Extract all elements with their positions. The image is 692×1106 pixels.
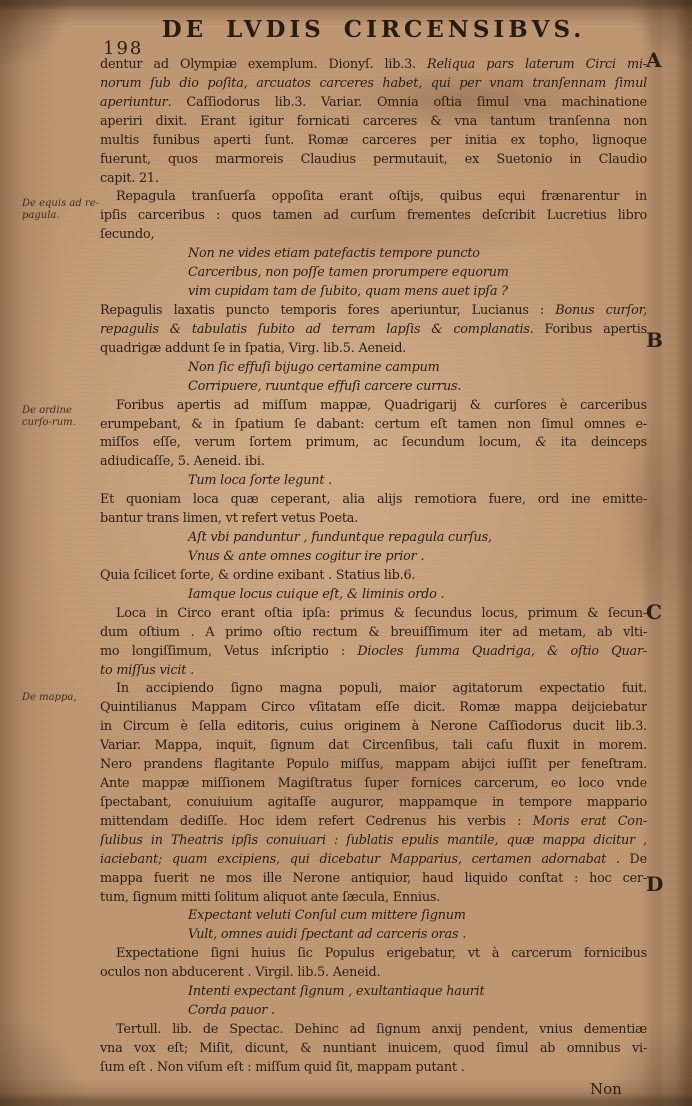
text-segment: multis funibus aperti ſunt. Romæ carceres per initia ex topho, lignoque <box>100 132 647 148</box>
text-line <box>100 151 647 170</box>
text-line <box>100 1021 647 1040</box>
text-segment: ita deinceps <box>546 435 647 451</box>
text-segment: ſum eſt . Non viſum eſt : miſſum quid ſit, mappam putant . <box>100 1059 465 1075</box>
text-segment: Quintilianus Mappam Circo vſitatam eſſe dicit. Romæ mappa deijciebatur <box>100 700 647 716</box>
page-number: 198 <box>103 38 144 59</box>
margin-note: De equis ad re-pagula. <box>22 198 100 221</box>
text-line <box>100 851 647 870</box>
section-letter: D <box>646 872 664 896</box>
text-line <box>100 397 647 416</box>
text-segment: Moris erat Con- <box>532 813 647 829</box>
text-segment: vim cupidam tam de ſubito, quam mens auet ipſa ? <box>188 284 508 300</box>
text-segment: vna vox eſt; Miſit, dicunt, & nuntiant inuicem, quod ſimul ab omnibus vi- <box>100 1040 647 1056</box>
text-segment: Tertull. lib. de Spectac. Dehinc ad ſignum anxij pendent, vnius dementiæ <box>116 1022 647 1038</box>
text-line <box>100 605 647 624</box>
text-segment: Non ne vides etiam patefactis tempore puncto <box>188 246 480 262</box>
text-segment: Intenti expectant ſignum , exultantiaque haurit <box>188 984 485 1000</box>
text-line <box>100 737 647 756</box>
text-segment: . De <box>606 851 647 867</box>
text-line <box>100 775 647 794</box>
text-line <box>100 1002 647 1021</box>
text-line <box>100 662 647 681</box>
text-line <box>100 75 647 94</box>
section-letter: C <box>646 600 662 624</box>
text-segment: Diocles ſumma Quadriga, & oſtio Quar- <box>357 643 647 659</box>
text-segment: miſſos eſſe, verum ſortem primum, ac ſecundum locum, <box>100 435 536 451</box>
text-segment: iaciebant; quam excipiens, qui dicebatur Mapparius, certamen adornabat <box>100 851 607 867</box>
text-line <box>100 264 647 283</box>
text-segment: in Circum è ſella editoris, cuius originem à Nerone Caſſiodorus ducit lib.3. <box>100 719 647 735</box>
text-line <box>100 453 647 472</box>
text-line <box>100 983 647 1002</box>
text-segment: mappa fuerit ne mos ille Nerone antiquior, haud liquido conſtat : hoc cer- <box>100 870 647 886</box>
text-segment: Expectatione ſigni huius ſic Populus erigebatur, vt à carcerum fornicibus <box>116 946 647 962</box>
text-segment: Aſt vbi panduntur , funduntque repagula curſus, <box>188 530 492 546</box>
text-line <box>100 718 647 737</box>
text-segment: capit. 21. <box>100 170 159 186</box>
text-segment: Expectant veluti Conſul cum mittere ſignum <box>188 908 466 924</box>
text-line <box>100 340 647 359</box>
text-segment: Iamque locus cuique eſt, & liminis ordo . <box>188 586 445 602</box>
text-line <box>100 870 647 889</box>
text-segment: Repagula tranſuerſa oppoſita erant oſtijs, quibus equi frænarentur in <box>116 189 647 205</box>
text-segment: quadrigæ addunt ſe in ſpatia, Virg. lib.5. Aeneid. <box>100 340 407 356</box>
text-line <box>100 756 647 775</box>
body-text <box>100 56 647 1078</box>
text-segment: fuerunt, quos marmoreis Claudius permutauit, ex Suetonio in Claudio <box>100 151 647 167</box>
text-line <box>100 226 647 245</box>
text-line <box>100 170 647 189</box>
text-segment: Corda pauor . <box>188 1003 275 1019</box>
text-line <box>100 813 647 832</box>
text-segment: Corripuere, ruuntque effuſi carcere currus. <box>188 378 462 394</box>
text-segment: & <box>535 435 547 451</box>
text-line <box>100 245 647 264</box>
text-line <box>100 434 647 453</box>
text-segment: In accipiendo ſigno magna populi, maior agitatorum expectatio fuit. <box>116 681 647 697</box>
text-line <box>100 529 647 548</box>
text-segment: erumpebant, & in ſpatium ſe dabant: certum eſt tamen non ſimul omnes e- <box>100 416 647 432</box>
text-segment: Carceribus, non poſſe tamen prorumpere equorum <box>188 265 509 281</box>
text-line <box>100 680 647 699</box>
text-segment: dum oſtium . A primo oſtio rectum & breuiſſimum iter ad metam, ab vlti- <box>100 624 647 640</box>
text-segment: . Foribus apertis <box>529 321 647 337</box>
text-segment: Bonus curſor, <box>555 302 647 318</box>
text-segment: Non ſic effuſi bijugo certamine campum <box>188 359 440 375</box>
text-line <box>100 188 647 207</box>
text-segment: to miſſus vicit . <box>100 662 194 678</box>
text-line <box>100 1059 647 1078</box>
text-segment: Nero prandens flagitante Populo miſſus, mappam abijci iuſſit per feneſtram. <box>100 757 647 773</box>
text-segment: Repagulis laxatis puncto temporis fores aperiuntur, Lucianus : <box>100 302 556 318</box>
text-segment: tum, ſignum mitti ſolitum aliquot ante ſæcula, Ennius. <box>100 889 441 905</box>
text-line <box>100 794 647 813</box>
text-segment: oculos non abducerent . Virgil. lib.5. Aeneid. <box>100 965 381 981</box>
text-segment: Ante mappæ miſſionem Magiſtratus ſuper fornices carcerum, eo loco vnde <box>100 776 647 792</box>
text-line <box>100 491 647 510</box>
text-line <box>100 56 647 75</box>
running-title: DE LVDIS CIRCENSIBVS. <box>161 16 586 43</box>
text-segment: Tum loca ſorte legunt . <box>188 473 333 489</box>
text-line <box>100 378 647 397</box>
text-line <box>100 643 647 662</box>
text-segment: norum ſub dio poſita, arcuatos carceres habet, qui per vnam tranſennam ſimul <box>100 75 647 91</box>
text-segment: repagulis & tabulatis ſubito ad terram lapſis & complanatis <box>100 321 530 337</box>
text-line <box>100 964 647 983</box>
text-segment: mittendam dediſſe. Hoc idem refert Cedrenus his verbis : <box>100 813 533 829</box>
text-line <box>100 416 647 435</box>
text-line <box>100 699 647 718</box>
text-line <box>100 926 647 945</box>
text-segment: bantur trans limen, vt refert vetus Poeta. <box>100 511 359 527</box>
text-segment: aperiuntur <box>100 94 168 110</box>
text-line <box>100 567 647 586</box>
text-segment: Et quoniam loca quæ ceperant, alia alijs remotiora fuere, ord ine emitte- <box>100 492 647 508</box>
text-line <box>100 510 647 529</box>
text-line <box>100 207 647 226</box>
text-segment: Reliqua pars laterum Circi mi- <box>427 57 647 72</box>
text-segment: Variar. Mappa, inquit, ſignum dat Circenſibus, tali caſu fluxit in morem. <box>100 738 647 754</box>
catchword: Non <box>590 1080 622 1098</box>
text-segment: adiudicaſſe, 5. Aeneid. ibi. <box>100 454 265 470</box>
text-line <box>100 359 647 378</box>
text-segment: dentur ad Olympiæ exemplum. Dionyſ. lib.3. <box>100 57 428 72</box>
text-segment: ſulibus in Theatris ipſis conuiuari : ſublatis epulis mantile, quæ mappa dicitur , <box>100 832 647 848</box>
text-segment: Foribus apertis ad miſſum mappæ, Quadrigarij & curſores è carceribus <box>116 397 647 413</box>
text-segment: ſpectabant, conuiuium agitaſſe auguror, mappamque in tempore mappario <box>100 794 647 810</box>
text-line <box>100 283 647 302</box>
text-line <box>100 472 647 491</box>
text-segment: Vult, omnes auidi ſpectant ad carceris oras . <box>188 927 467 943</box>
text-segment: . Caſſiodorus lib.3. Variar. Omnia oſtia ſimul vna machinatione <box>167 94 647 110</box>
margin-note: De ordine curſo-rum. <box>22 405 76 428</box>
text-line <box>100 113 647 132</box>
text-line <box>100 321 647 340</box>
text-segment: ipſis carceribus : quos tamen ad curſum frementes deſcribit Lucretius libro <box>100 208 647 224</box>
text-line <box>100 624 647 643</box>
text-line <box>100 945 647 964</box>
margin-note: De mappa, <box>22 692 77 703</box>
text-line <box>100 586 647 605</box>
text-line <box>100 889 647 908</box>
section-letter: A <box>646 48 662 72</box>
text-line <box>100 94 647 113</box>
text-line <box>100 302 647 321</box>
text-segment: mo longiſſimum, Vetus inſcriptio : <box>100 643 358 659</box>
text-line <box>100 132 647 151</box>
text-line <box>100 832 647 851</box>
section-letter: B <box>646 328 663 352</box>
text-segment: Quia ſcilicet ſorte, & ordine exibant . Statius lib.6. <box>100 567 416 583</box>
text-segment: aperiri dixit. Erant igitur fornicati carceres & vna tantum tranſenna non <box>100 113 647 129</box>
text-line <box>100 548 647 567</box>
text-segment: Loca in Circo erant oſtia ipſa: primus & ſecundus locus, primum & ſecun- <box>116 605 647 621</box>
text-segment: ſecundo, <box>100 227 155 243</box>
text-line <box>100 1040 647 1059</box>
text-line <box>100 907 647 926</box>
text-segment: Vnus & ante omnes cogitur ire prior . <box>188 548 425 564</box>
